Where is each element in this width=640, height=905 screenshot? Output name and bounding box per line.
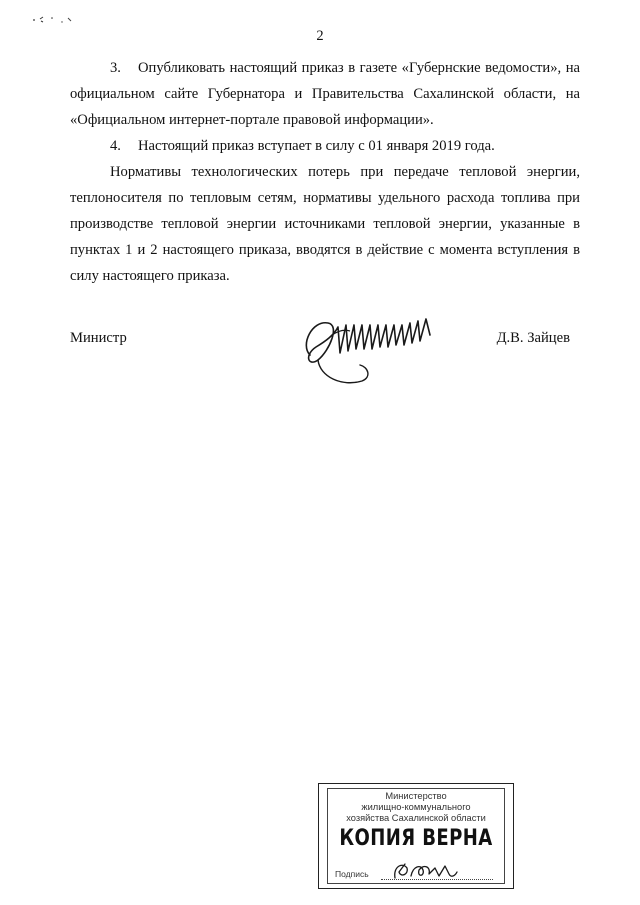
signer-name: Д.В. Зайцев — [496, 330, 570, 346]
paragraph-text: Нормативы технологических потерь при передаче тепловой энергии, теплоносителя по тепловым сетям, нормативы удельного расхода топлива при производстве тепловой энергии источниками тепловой энергии, указанные в пунктах 1 и 2 настоящего приказа, вводятся в действие с момента вступления в силу настоящего приказа. — [70, 164, 580, 284]
signer-position: Министр — [70, 330, 127, 346]
document-body — [70, 55, 580, 289]
paragraph-number: 4. — [110, 138, 121, 154]
paragraph-text: Опубликовать настоящий приказ в газете «Губернские ведомости», на официальном сайте Губернатора и Правительства Сахалинской области, на «Официальном интернет-портале правовой информации». — [70, 60, 580, 128]
stamp-org-line: жилищно-коммунального — [361, 802, 471, 812]
stamp-organization — [319, 791, 513, 824]
paragraph-number: 3. — [110, 60, 121, 76]
paragraph-text: Настоящий приказ вступает в силу с 01 января 2019 года. — [138, 138, 495, 154]
stamp-title: КОПИЯ ВЕРНА — [339, 826, 493, 851]
stamp-signature-label: Подпись — [335, 869, 369, 879]
page-number: 2 — [316, 28, 324, 44]
scan-specks — [30, 12, 90, 26]
paragraph-4 — [70, 133, 580, 159]
paragraph-norms — [70, 159, 580, 289]
paragraph-3 — [70, 55, 580, 133]
stamp-signature — [389, 858, 459, 884]
certified-copy-stamp — [318, 783, 514, 889]
stamp-org-line: хозяйства Сахалинской области — [346, 813, 486, 823]
handwritten-signature — [290, 305, 460, 390]
stamp-org-line: Министерство — [385, 791, 447, 801]
